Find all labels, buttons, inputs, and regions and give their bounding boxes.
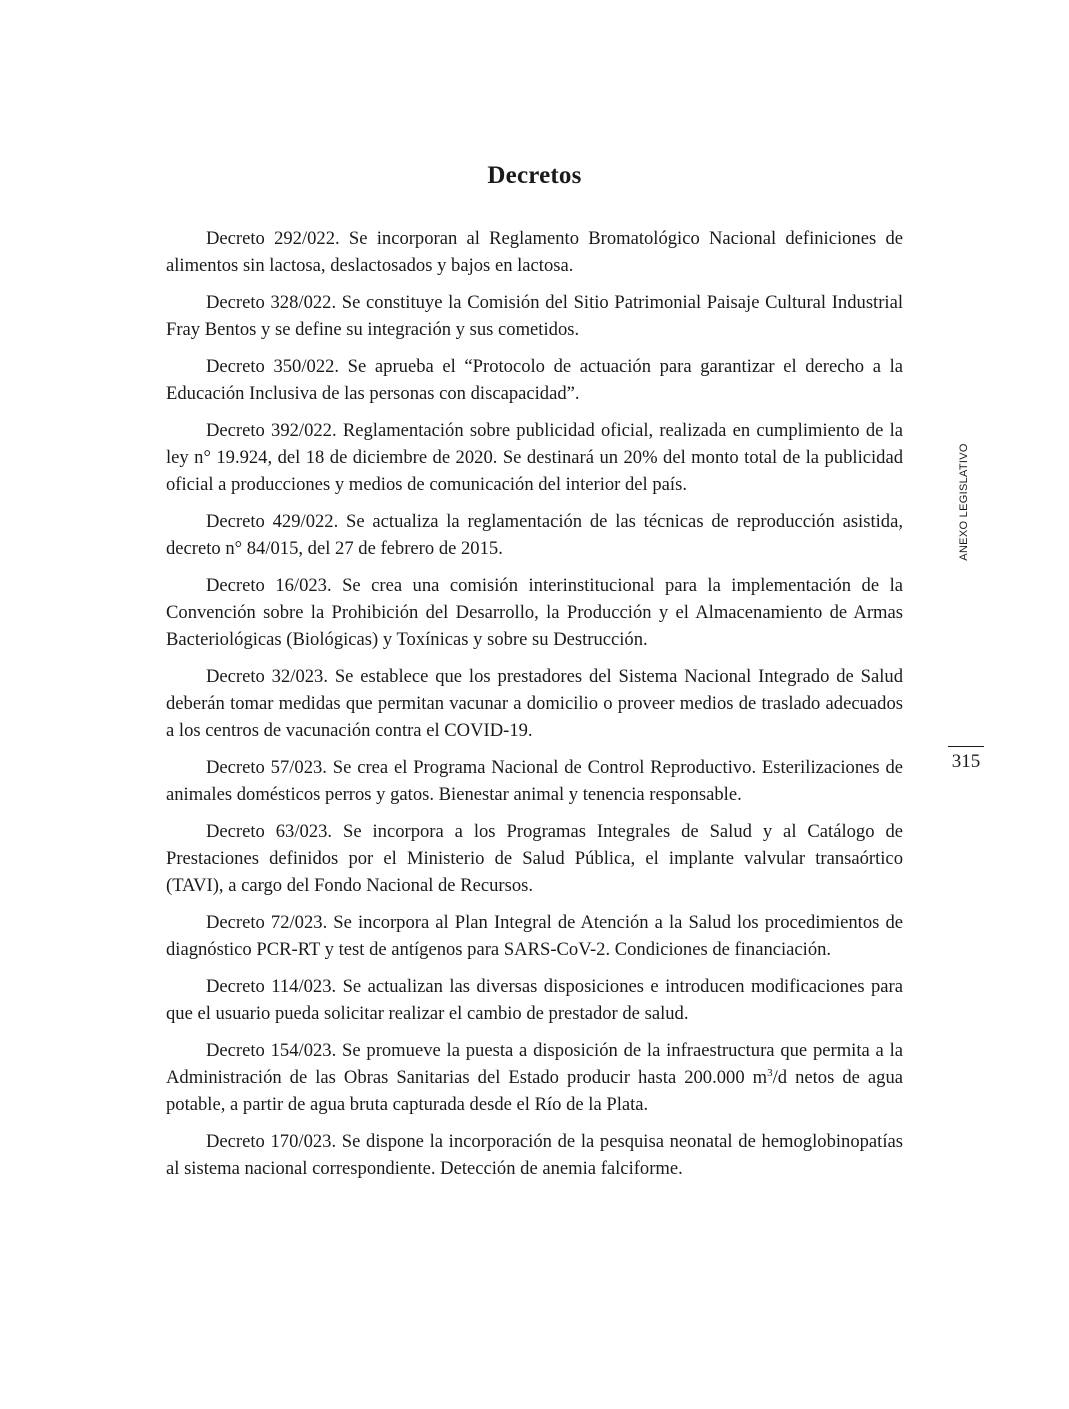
page-number: 315 xyxy=(948,746,984,773)
decree-paragraph: Decreto 328/022. Se constituye la Comisión del Sitio Patrimonial Paisaje Cultural Industrial Fray Bentos y se define su integración y sus cometidos. xyxy=(166,292,903,340)
section-side-label xyxy=(957,440,971,564)
decree-text-part: /d netos de agua potable, a partir de agua bruta capturada desde el Río de la Plata. xyxy=(166,1067,903,1115)
decree-paragraph: Decreto 32/023. Se establece que los prestadores del Sistema Nacional Integrado de Salud deberán tomar medidas que permitan vacunar a domicilio o proveer medios de traslado adecuados a los centros de vacunación contra el COVID-19. xyxy=(166,666,903,741)
superscript: 3 xyxy=(767,1066,773,1079)
decree-paragraph: Decreto 392/022. Reglamentación sobre publicidad oficial, realizada en cumplimiento de la ley n° 19.924, del 18 de diciembre de 2020. Se destinará un 20% del monto total de la publicidad oficial a producciones y medios de comunicación del interior del país. xyxy=(166,420,903,495)
decree-paragraph: Decreto 63/023. Se incorpora a los Programas Integrales de Salud y al Catálogo de Prestaciones definidos por el Ministerio de Salud Pública, el implante valvular transaórtico (TAVI), a cargo del Fondo Nacional de Recursos. xyxy=(166,821,903,896)
decree-paragraph: Decreto 350/022. Se aprueba el “Protocolo de actuación para garantizar el derecho a la Educación Inclusiva de las personas con discapacidad”. xyxy=(166,356,903,404)
side-label-text: ANEXO LEGISLATIVO xyxy=(958,443,970,561)
decree-paragraph: Decreto 114/023. Se actualizan las diversas disposiciones e introducen modificaciones para que el usuario pueda solicitar realizar el cambio de prestador de salud. xyxy=(166,976,903,1024)
decree-paragraph: Decreto 57/023. Se crea el Programa Nacional de Control Reproductivo. Esterilizaciones de animales domésticos perros y gatos. Bienestar animal y tenencia responsable. xyxy=(166,757,903,805)
decree-list xyxy=(166,225,903,1192)
decree-paragraph: Decreto 429/022. Se actualiza la reglamentación de las técnicas de reproducción asistida, decreto n° 84/015, del 27 de febrero de 2015. xyxy=(166,511,903,559)
page-title: Decretos xyxy=(487,162,582,189)
decree-paragraph: Decreto 16/023. Se crea una comisión interinstitucional para la implementación de la Convención sobre la Prohibición del Desarrollo, la Producción y el Almacenamiento de Armas Bacteriológicas (Biológicas) y Toxínicas y sobre su Destrucción. xyxy=(166,575,903,650)
decree-text-part: Decreto 154/023. Se promueve la puesta a disposición de la infraestructura que permita a la Administración de las Obras Sanitarias del Estado producir hasta 200.000 m xyxy=(166,1040,903,1088)
decree-paragraph: Decreto 292/022. Se incorporan al Reglamento Bromatológico Nacional definiciones de alimentos sin lactosa, deslactosados y bajos en lactosa. xyxy=(166,228,903,276)
decree-paragraph xyxy=(166,1037,903,1118)
decree-paragraph: Decreto 72/023. Se incorpora al Plan Integral de Atención a la Salud los procedimientos de diagnóstico PCR-RT y test de antígenos para SARS-CoV-2. Condiciones de financiación. xyxy=(166,912,903,960)
decree-paragraph: Decreto 170/023. Se dispone la incorporación de la pesquisa neonatal de hemoglobinopatías al sistema nacional correspondiente. Detección de anemia falciforme. xyxy=(166,1131,903,1179)
